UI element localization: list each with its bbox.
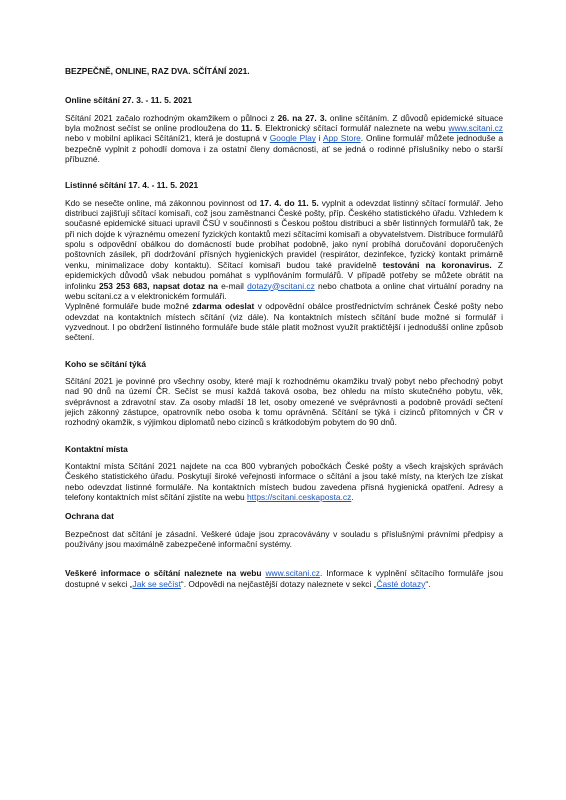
document-page (65, 66, 503, 605)
privacy-heading: Ochrana dat (65, 511, 114, 522)
text: i (315, 133, 324, 144)
text: Vyplněné formuláře bude možné (65, 301, 193, 312)
section-contact (65, 444, 503, 503)
bold-date: 17. 4. do 11. 5. (259, 197, 319, 208)
paper-paragraph-1 (65, 198, 503, 301)
section-privacy (65, 511, 503, 549)
section-footer (65, 568, 503, 589)
faq-link[interactable]: Časté dotazy (376, 578, 426, 589)
online-heading: Online sčítání 27. 3. - 11. 5. 2021 (65, 95, 193, 106)
text: Kdo se nesečte online, má zákonnou povinnost od (65, 197, 260, 208)
google-play-link[interactable]: Google Play (269, 133, 316, 144)
bold-hotline: 253 253 683, napsat dotaz na (98, 280, 218, 291)
section-who (65, 359, 503, 428)
bold-date: 11. 5 (241, 123, 260, 134)
section-paper (65, 180, 503, 342)
text: v odpovědní obálce prostřednictvím schránek České pošty nebo odevzdat na kontaktních místech sčítání (viz dále). Na kontaktních místech sčítání bude možné si formulář i vyzvednout. I po obdržení listinného formuláře bude stále platit možnost využít praktičtější i jednodušší online způsob sečtení. (65, 301, 503, 343)
how-to-link[interactable]: Jak se sečíst (132, 578, 181, 589)
text: . (351, 492, 354, 502)
footer-paragraph (65, 568, 503, 589)
bold-text: testováni na koronavirus. (382, 259, 492, 270)
document-title: BEZPEČNĚ, ONLINE, RAZ DVA. SČÍTÁNÍ 2021. (65, 66, 250, 76)
bold-text: zdarma odeslat (192, 301, 255, 312)
text: e-mail (217, 280, 248, 291)
scitani-web-link[interactable]: www.scitani.cz (448, 123, 503, 134)
app-store-link[interactable]: App Store (323, 133, 361, 144)
paper-paragraph-2 (65, 301, 503, 342)
paper-heading: Listinné sčítání 17. 4. - 11. 5. 2021 (65, 180, 199, 191)
text: . Informace k vyplnění sčítacího formuláře jsou dostupné v sekci „ (65, 568, 503, 589)
section-online (65, 95, 503, 164)
who-heading: Koho se sčítání týká (65, 358, 146, 369)
text: Sčítání 2021 začalo rozhodným okamžikem o půlnoci z (65, 112, 278, 123)
scitani-web-link[interactable]: www.scitani.cz (265, 568, 320, 579)
who-paragraph: Sčítání 2021 je povinné pro všechny osoby, které mají k rozhodnému okamžiku trvalý pobyt nebo přechodný pobyt nad 90 dnů na území ČR. Sečíst se musí každá taková osoba, bez ohledu na místo skutečného pobytu, věk, svéprávnost a zdravotní stav. Za osoby mladší 18 let, osoby omezené ve svéprávnosti a podobně provádí sečtení jejich zákonný zástupce, opatrovník nebo osoba k tomu oprávněná. Sčítání se týká i cizinců přítomných v ČR v rozhodný okamžik, s výjimkou diplomatů nebo cizinců s krátkodobým pobytem do 90 dnů. (65, 375, 503, 428)
text: online sčítáním. Z důvodů epidemické situace byla možnost sečíst se online prodloužena do (65, 112, 503, 134)
bold-date: 26. na 27. 3. (277, 112, 327, 123)
email-link[interactable]: dotazy@scitani.cz (247, 280, 315, 291)
text: vyplnit a odevzdat listinný sčítací formulář. Jeho distribuci zajišťují sčítací komisaři, což jsou zaměstnanci České pošty, příp. Českého statistického úřadu. Vzhledem k současné epidemické situaci upravil ČSÚ v součinnosti s Českou poštou distribuci a sběr listinných formulářů tak, že při nich dojde k výraznému omezení fyzických kontaktů mezi sčítacími komisaři a obyvatelstvem. Distribuce formulářů spolu s odpovědní obálkou do domácností bude probíhat podobně, jako nyní probíhá doručování doporučených poštovních zásilek, při dodržování přísných hygienických pravidel (respirátor, dezinfekce, fyzický kontakt primárně venku, minimalizace doby kontaktu). Sčítací komisaři budou také pravidelně (65, 197, 503, 270)
text: Kontaktní místa Sčítání 2021 najdete na cca 800 vybraných pobočkách České pošty a všech krajských správách Českého statistického úřadu. Poskytují široké veřejnosti informace o sčítání a jsou také místy, na kterých lze získat nebo odevzdat listinné formuláře. Na kontaktních místech budou zavedena přísná hygienická opatření. Adresy a telefony kontaktních míst sčítání zjistíte na webu (65, 460, 503, 502)
bold-text: Veškeré informace o sčítání naleznete na webu (65, 568, 266, 579)
text: Z epidemických důvodů však nebudou pomáhat s vyplňováním formulářů. V případě potřeby se můžete obrátit na infolinku (65, 259, 503, 291)
contact-heading: Kontaktní místa (65, 443, 128, 454)
text: nebo v mobilní aplikaci Sčítání21, která je dostupná v (65, 133, 270, 144)
text: . Elektronický sčítací formulář naleznete na webu (259, 123, 449, 134)
online-paragraph (65, 113, 503, 165)
privacy-paragraph: Bezpečnost dat sčítání je zásadní. Veškeré údaje jsou zpracovávány v souladu s příslušnými právními předpisy a používány jsou maximálně zabezpečené informační systémy. (65, 528, 503, 550)
text: “. (425, 578, 431, 589)
ceskaposta-link[interactable]: https://scitani.ceskaposta.cz (247, 492, 352, 502)
text: “. Odpovědi na nejčastější dotazy naleznete v sekci „ (180, 578, 377, 589)
text: nebo chatbota a online chat virtuální poradny na webu scitani.cz a v elektronickém formuláři. (65, 280, 503, 301)
contact-paragraph (65, 461, 503, 502)
text: . Online formulář můžete jednoduše a bezpečně vyplnit z pohodlí domova i za ostatní členy domácnosti, ať se jedná o rodinné příslušníky nebo o starší příbuzné. (65, 133, 503, 165)
